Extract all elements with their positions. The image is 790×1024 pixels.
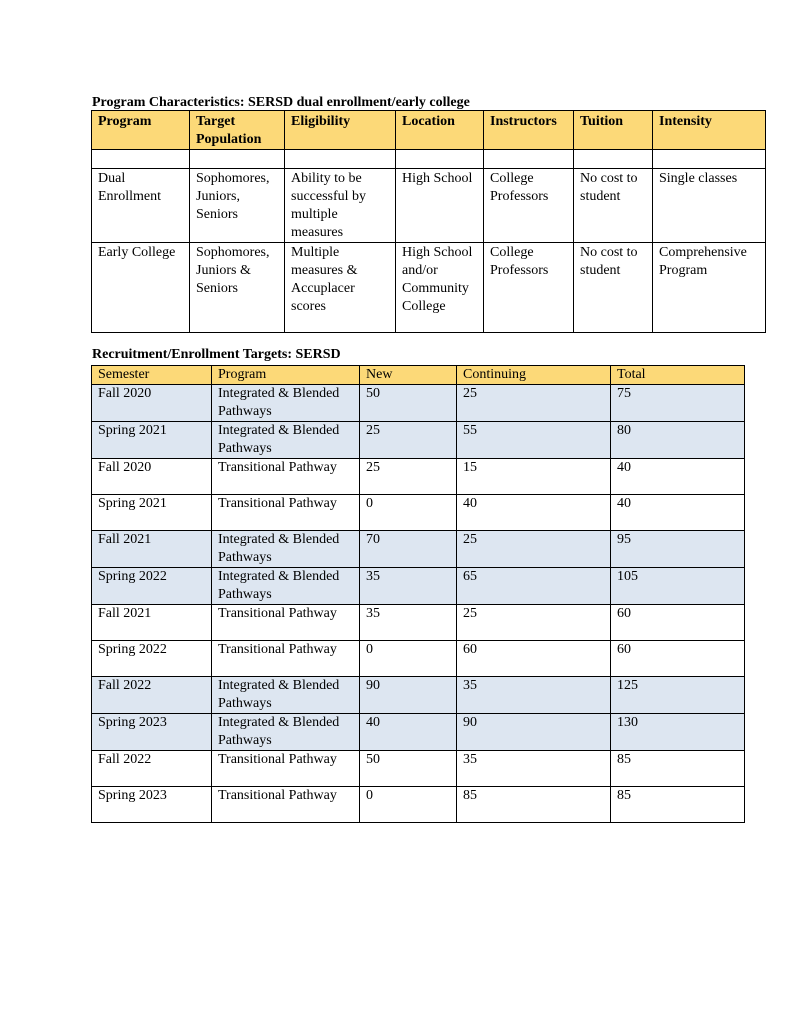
table-cell: Spring 2021	[92, 422, 212, 459]
header-continuing: Continuing	[457, 366, 611, 385]
table-cell: Spring 2021	[92, 495, 212, 531]
table-cell	[653, 150, 766, 169]
header-total: Total	[611, 366, 745, 385]
table-cell: Transitional Pathway	[212, 605, 360, 641]
table-row	[92, 243, 766, 333]
header-target-population: Target Population	[190, 111, 285, 150]
table-cell: 105	[611, 568, 745, 605]
table-row	[92, 641, 745, 677]
table-cell: 90	[457, 714, 611, 751]
table-cell: Spring 2022	[92, 568, 212, 605]
table-row	[92, 751, 745, 787]
table-cell: 40	[360, 714, 457, 751]
table-cell: Integrated & Blended Pathways	[212, 714, 360, 751]
table-cell: Integrated & Blended Pathways	[212, 568, 360, 605]
table-cell: Spring 2022	[92, 641, 212, 677]
table-cell: College Professors	[484, 169, 574, 243]
table-row	[92, 385, 745, 422]
table-cell: 35	[360, 605, 457, 641]
table-cell: Spring 2023	[92, 787, 212, 823]
table-cell: 85	[611, 787, 745, 823]
table-row	[92, 422, 745, 459]
empty-row	[92, 150, 766, 169]
table-cell: 40	[611, 459, 745, 495]
enrollment-targets-table	[91, 365, 745, 823]
table-cell: 35	[457, 677, 611, 714]
header-location: Location	[396, 111, 484, 150]
table-cell: Single classes	[653, 169, 766, 243]
table-cell: 85	[611, 751, 745, 787]
table-cell: 75	[611, 385, 745, 422]
table-cell: 35	[457, 751, 611, 787]
table-cell: No cost to student	[574, 169, 653, 243]
table-row	[92, 459, 745, 495]
table-cell: Comprehensive Program	[653, 243, 766, 333]
table-cell: 90	[360, 677, 457, 714]
table-cell: 0	[360, 495, 457, 531]
table-cell: 25	[457, 531, 611, 568]
table-cell: 40	[611, 495, 745, 531]
table-cell: 130	[611, 714, 745, 751]
table-cell: Fall 2022	[92, 677, 212, 714]
header-semester: Semester	[92, 366, 212, 385]
table-cell: 60	[457, 641, 611, 677]
table-header-row	[92, 111, 766, 150]
enrollment-targets-title: Recruitment/Enrollment Targets: SERSD	[92, 347, 341, 362]
table-cell: 55	[457, 422, 611, 459]
table-cell: Integrated & Blended Pathways	[212, 422, 360, 459]
header-program: Program	[92, 111, 190, 150]
table-cell: Sophomores, Juniors, Seniors	[190, 169, 285, 243]
table-cell: 60	[611, 605, 745, 641]
table-cell: 25	[360, 459, 457, 495]
header-new: New	[360, 366, 457, 385]
header-tuition: Tuition	[574, 111, 653, 150]
header-instructors: Instructors	[484, 111, 574, 150]
table-cell: 0	[360, 787, 457, 823]
table-cell: 25	[457, 385, 611, 422]
header-eligibility: Eligibility	[285, 111, 396, 150]
table-cell: 25	[360, 422, 457, 459]
table-cell	[574, 150, 653, 169]
table-cell	[190, 150, 285, 169]
table-cell: High School	[396, 169, 484, 243]
table-row	[92, 677, 745, 714]
table-cell: Fall 2021	[92, 605, 212, 641]
table-cell: Transitional Pathway	[212, 495, 360, 531]
table-row	[92, 531, 745, 568]
table-cell: Spring 2023	[92, 714, 212, 751]
header-intensity: Intensity	[653, 111, 766, 150]
table-cell: Integrated & Blended Pathways	[212, 677, 360, 714]
table-cell: Transitional Pathway	[212, 751, 360, 787]
table-cell	[285, 150, 396, 169]
table-header-row	[92, 366, 745, 385]
table-cell: Transitional Pathway	[212, 459, 360, 495]
table-row	[92, 169, 766, 243]
table-cell: Fall 2020	[92, 385, 212, 422]
table-cell: Transitional Pathway	[212, 641, 360, 677]
table-cell: Integrated & Blended Pathways	[212, 385, 360, 422]
table-cell	[484, 150, 574, 169]
table-cell: Fall 2021	[92, 531, 212, 568]
table-cell: Integrated & Blended Pathways	[212, 531, 360, 568]
program-characteristics-table	[91, 110, 766, 333]
table-cell: Fall 2020	[92, 459, 212, 495]
table-cell: 125	[611, 677, 745, 714]
table-cell: 60	[611, 641, 745, 677]
table-row	[92, 787, 745, 823]
table-cell: 50	[360, 385, 457, 422]
table-cell: Early College	[92, 243, 190, 333]
table-row	[92, 568, 745, 605]
table-cell: Fall 2022	[92, 751, 212, 787]
table-cell: Transitional Pathway	[212, 787, 360, 823]
table-row	[92, 495, 745, 531]
table-cell: 80	[611, 422, 745, 459]
table-cell: Sophomores, Juniors & Seniors	[190, 243, 285, 333]
table-row	[92, 605, 745, 641]
table-cell: 95	[611, 531, 745, 568]
table-cell: No cost to student	[574, 243, 653, 333]
table-cell: 35	[360, 568, 457, 605]
table-cell: Dual Enrollment	[92, 169, 190, 243]
program-characteristics-title: Program Characteristics: SERSD dual enrollment/early college	[92, 95, 470, 110]
table-cell: 50	[360, 751, 457, 787]
table-cell	[92, 150, 190, 169]
table-cell: Multiple measures & Accuplacer scores	[285, 243, 396, 333]
table-cell: 0	[360, 641, 457, 677]
table-cell: 85	[457, 787, 611, 823]
table-cell: 25	[457, 605, 611, 641]
table-cell: College Professors	[484, 243, 574, 333]
table-cell: High School and/or Community College	[396, 243, 484, 333]
table-cell: 15	[457, 459, 611, 495]
table-row	[92, 714, 745, 751]
header-program: Program	[212, 366, 360, 385]
table-cell: Ability to be successful by multiple measures	[285, 169, 396, 243]
table-cell: 70	[360, 531, 457, 568]
table-cell: 65	[457, 568, 611, 605]
table-cell	[396, 150, 484, 169]
table-cell: 40	[457, 495, 611, 531]
